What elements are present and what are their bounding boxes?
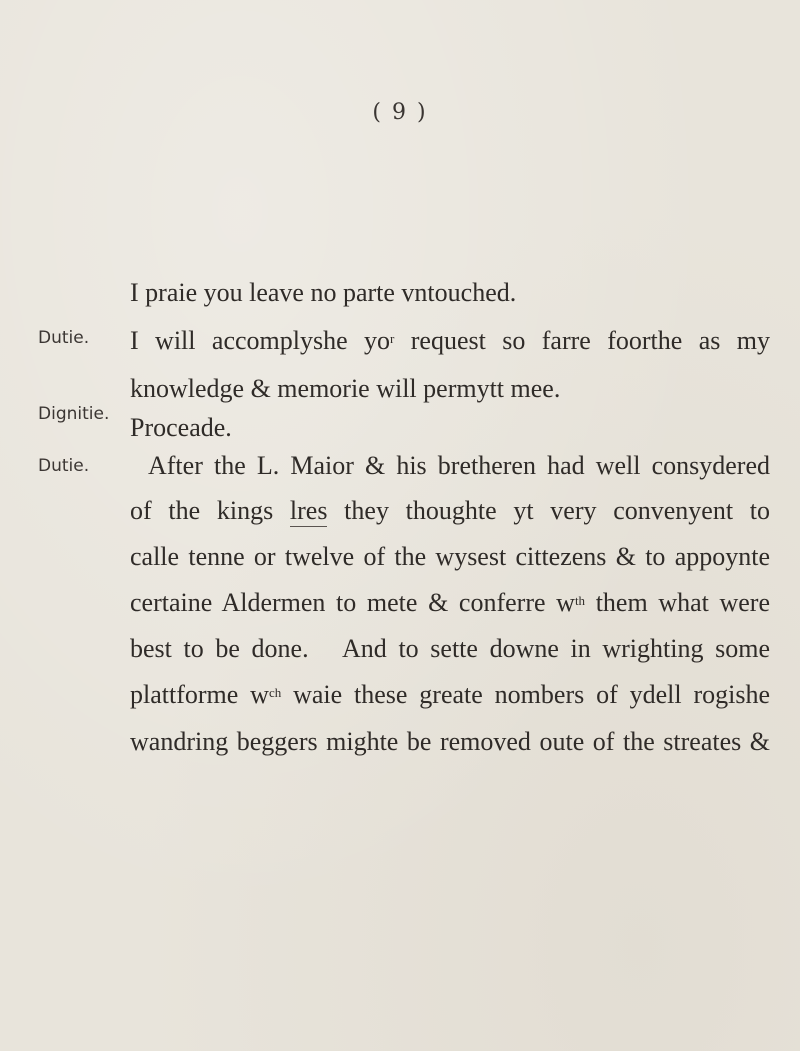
text-line-10a: plattforme w	[130, 680, 269, 709]
text-line-11: wandring beggers mighte be removed oute of the streates &	[130, 727, 770, 756]
text-line	[130, 496, 770, 526]
text-line	[130, 413, 232, 443]
text-line-9: best to be done. And to sette downe in wrighting some	[130, 634, 770, 663]
text-line	[148, 451, 770, 481]
text-line	[130, 326, 770, 356]
abbreviation-lres: lres	[289, 496, 328, 525]
text-line-5: After the L. Maior & his bretheren had well consydered	[148, 451, 770, 480]
page-number: ( 9 )	[372, 100, 428, 125]
text-line-2a: I will accomplyshe yo	[130, 326, 391, 355]
text-line	[130, 588, 770, 618]
margin-note-dutie-second: Dutie.	[38, 456, 90, 476]
margin-note-dutie: Dutie.	[38, 328, 90, 348]
text-line-1: I praie you leave no parte vntouched.	[130, 278, 517, 307]
text-line	[130, 542, 770, 572]
text-line-8a: certaine Aldermen to mete & conferre w	[130, 588, 575, 617]
text-line-6b: they thoughte yt very convenyent to	[327, 496, 771, 525]
superscript: th	[574, 593, 586, 608]
text-line	[130, 374, 560, 404]
superscript: ch	[268, 685, 282, 700]
text-line-7: calle tenne or twelve of the wysest cittezens & to appoynte	[130, 542, 770, 571]
text-line	[130, 634, 770, 664]
superscript: r	[390, 331, 395, 346]
text-line-6a: of the kings	[130, 496, 290, 525]
text-line-10b: waie these greate nombers of ydell rogishe	[281, 680, 770, 709]
text-line-8b: them what were	[585, 588, 771, 617]
text-line	[130, 727, 770, 757]
text-line-2b: request so farre foorthe as my	[394, 326, 770, 355]
text-line-4: Proceade.	[130, 413, 232, 442]
text-line	[130, 680, 770, 710]
text-line-3: knowledge & memorie will permytt mee.	[130, 374, 561, 403]
text-line	[130, 278, 516, 308]
margin-note-dignitie: Dignitie.	[38, 404, 110, 424]
